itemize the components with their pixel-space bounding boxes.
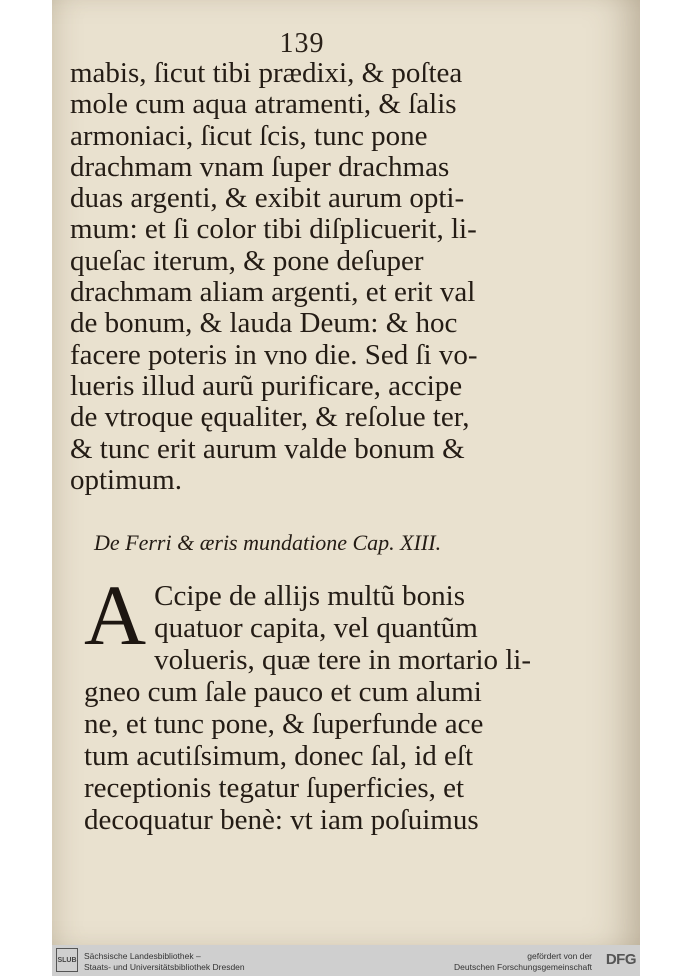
text-line: gneo cum ſale pauco et cum alumi <box>84 676 482 708</box>
text-line: optimum. <box>70 463 182 496</box>
text-line: decoquatur benè: vt iam poſuimus <box>84 804 479 836</box>
dfg-logo-icon: DFG <box>605 951 636 968</box>
library-name-line1: Sächsische Landesbibliothek – <box>84 951 201 961</box>
text-line: tum acutiſsimum, donec ſal, id eſt <box>84 740 474 772</box>
text-line: volueris, quæ tere in mortario li- <box>154 644 532 676</box>
text-line: lueris illud aurũ purificare, accipe <box>70 369 463 402</box>
text-line: Ccipe de allijs multũ bonis <box>154 580 466 612</box>
text-line: mum: et ſi color tibi diſplicuerit, li- <box>70 213 477 246</box>
text-line: receptionis tegatur ſuperficies, et <box>84 772 465 804</box>
text-line: duas argenti, & exibit aurum opti- <box>70 182 465 215</box>
funding-line1: gefördert von der <box>527 951 592 961</box>
book-page <box>52 0 640 945</box>
library-footer <box>52 945 640 976</box>
library-name-line2: Staats- und Universitätsbibliothek Dresden <box>84 962 245 972</box>
text-line: drachmam vnam ſuper drachmas <box>70 150 450 183</box>
funding-line2: Deutschen Forschungsgemeinschaft <box>454 962 592 972</box>
chapter-heading: De Ferri & æris mundatione Cap. XIII. <box>94 530 442 555</box>
text-line: mole cum aqua atramenti, & ſalis <box>70 88 457 121</box>
text-line: mabis, ſicut tibi prædixi, & poſtea <box>70 57 463 89</box>
text-line: quatuor capita, vel quantũm <box>154 612 478 644</box>
text-line: drachmam aliam argenti, et erit val <box>70 276 476 309</box>
text-line: queſac iterum, & pone deſuper <box>70 244 424 277</box>
text-line: facere poteris in vno die. Sed ſi vo- <box>70 338 478 371</box>
body-text <box>70 58 540 496</box>
text-line: de bonum, & lauda Deum: & hoc <box>70 307 458 340</box>
text-line: armoniaci, ſicut ſcis, tunc pone <box>70 119 428 152</box>
drop-cap: A <box>84 567 147 663</box>
text-line: de vtroque ęqualiter, & reſolue ter, <box>70 401 470 434</box>
page-number: 139 <box>279 28 325 59</box>
text-line: & tunc erit aurum valde bonum & <box>70 432 465 465</box>
slub-logo-icon: SLUB <box>56 948 78 972</box>
library-credit <box>84 951 245 973</box>
funding-credit <box>454 951 592 973</box>
chapter-text <box>84 567 554 836</box>
text-line: ne, et tunc pone, & ſuperfunde ace <box>84 708 484 740</box>
